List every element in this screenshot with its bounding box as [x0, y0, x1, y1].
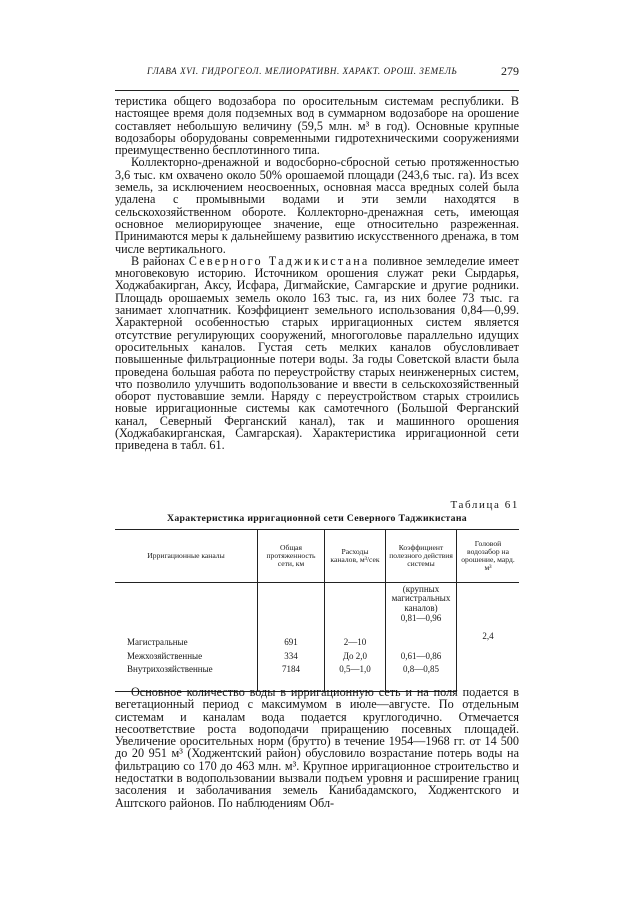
running-title: ГЛАВА XVI. ГИДРОГЕОЛ. МЕЛИОРАТИВН. ХАРАКТ. ОРОШ. ЗЕМЕЛЬ: [147, 66, 458, 76]
cell-coefficient-value: 0,81—0,96: [400, 613, 442, 624]
table-header-row: [115, 530, 519, 583]
cell-length: 7184: [258, 663, 325, 691]
irrigation-table: [115, 529, 519, 692]
paragraph-drainage: Коллекторно-дренажной и водосборно-сбросной сетью протяженностью 3,6 тыс. км охвачено около 50% орошаемой площади (243,6 тыс. га). Из всех земель, за исключением неосвоенных, основная масса вредных солей была удалена с промывными водами и эти земли находятся в сельскохозяйственном обороте. Коллекторно-дренажная сеть, имеющая основное мелиорирующее значение, еще относительно разреженная. Принимаются меры к дальнейшему развитию искусственного дренажа, в том числе вертикального.: [115, 155, 519, 256]
cell-intake: 2,4: [457, 583, 520, 692]
paragraph-north-tajikistan: [115, 255, 519, 452]
cell-discharge: 2—10: [325, 583, 386, 650]
cell-length: 691: [258, 583, 325, 650]
header-coefficient: Коэффициент полезного действия системы: [386, 530, 457, 583]
text-block-bottom: [115, 686, 519, 809]
coefficient-note: (крупных магистральных каналов): [391, 584, 451, 613]
header-intake: Головой водозабор на орошение, мард. м³: [457, 530, 520, 583]
paragraph-water-supply: Основное количество воды в ирригационную сеть и на поля подается в вегетационный период с максимумом в июле—августе. По отдельным системам и каналам вода подается круглогодично. Отмечается несоответствие роста водоподачи приращению посевных площадей. Увеличение оросительных норм (брутто) в течение 1954—1968 гг. от 14 500 до 20 951 м³ (Ходжентский район) обусловило возрастание потерь воды на фильтрацию со 170 до 463 млн. м³. Крупное ирригационное строительство и недостатки в водопользовании вызвали подъем уровня и расширение границ засоления и заболачивания земель Канибадамского, Ходжентского и Аштского районов. По наблюдениям Обл-: [115, 685, 519, 810]
table-title: Характеристика ирригационной сети Северного Таджикистана: [166, 513, 468, 524]
cell-length: 334: [258, 650, 325, 664]
cell-coefficient: [386, 583, 457, 650]
header-length: Общая протяженность сети, км: [258, 530, 325, 583]
cell-discharge: До 2,0: [325, 650, 386, 664]
header-rule: [115, 90, 519, 91]
page-header: [115, 66, 519, 82]
cell-coefficient: 0,8—0,85: [386, 663, 457, 691]
header-discharge: Расходы каналов, м³/сек: [325, 530, 386, 583]
paragraph-continuation: теристика общего водозабора по оросительным системам республики. В настоящее время доля подземных вод в суммарном водозаборе на орошение составляет небольшую величину (59,5 млн. м³ в год). Основные крупные водозаборы оборудованы современными гидротехническими сооружениями преимущественно бесплотинного типа.: [115, 94, 519, 158]
cell-discharge: 0,5—1,0: [325, 663, 386, 691]
cell-coefficient: 0,61—0,86: [386, 650, 457, 664]
cell-name: Магистральные: [127, 637, 188, 647]
table-label: Таблица 61: [450, 499, 519, 511]
text-block-top: [115, 95, 519, 452]
region-name: Северного Таджикистана: [188, 253, 370, 268]
cell-name: Внутрихозяйственные: [115, 663, 258, 691]
page-number: 279: [501, 64, 519, 78]
header-channels: Ирригационные каналы: [115, 530, 258, 583]
table-row: [115, 583, 519, 650]
paragraph-intro: В районах: [131, 253, 186, 268]
paragraph-body: поливное земледелие имеет многовековую историю. Источником орошения служат реки Сырдарья, Ходжабакирган, Аксу, Исфара, Дигмайские, Самгарские и другие родники. Площадь орошаемых земель около 163 тыс. га, из них более 73 тыс. га занимает хлопчатник. Коэффициент земельного использования 0,84—0,99. Характерной особенностью старых ирригационных систем является отсутствие регулирующих сооружений, многоголовье параллельно идущих оросительных каналов. Густая сеть мелких каналов обусловливает повышенные фильтрационные потери воды. За годы Советской власти была проведена большая работа по переустройству старых неинженерных систем, что позволило улучшить водопользование и ввести в сельскохозяйственный оборот пустовавшие земли. Наряду с переустройством старых строились новые ирригационные системы как самотечного (Большой Ферганский канал, Северный Ферганский канал), так и машинного орошения (Ходжабакирганская, Самгарская). Характеристика ирригационной сети приведена в табл. 61.: [115, 253, 519, 453]
cell-name: Межхозяйственные: [127, 650, 203, 661]
